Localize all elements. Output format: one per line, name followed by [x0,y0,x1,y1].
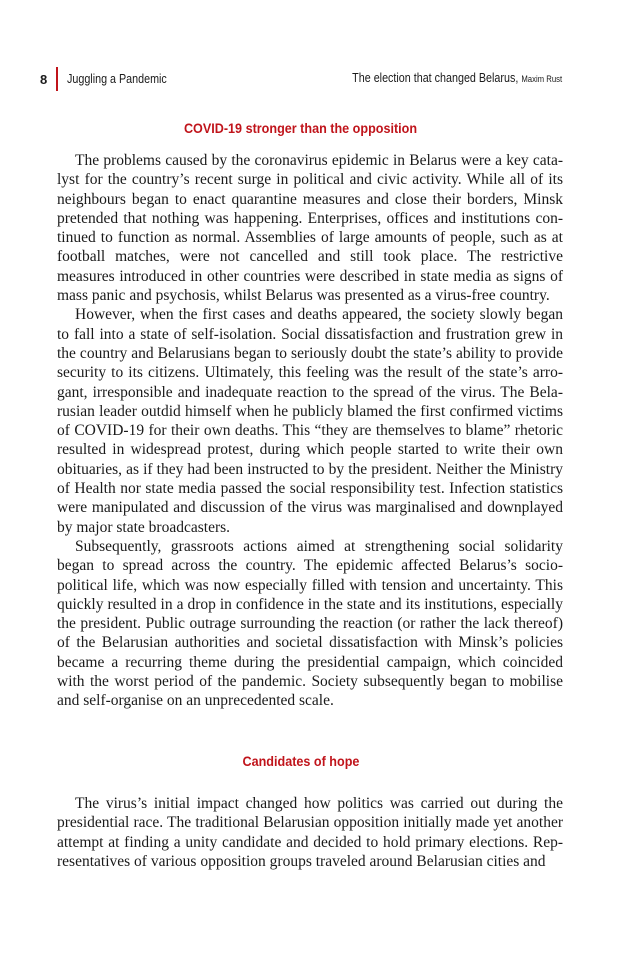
chapter-title [352,71,562,85]
paragraph: The virus’s initial impact changed how politics was carried out during the presidential race. The traditional Belarusian opposition initially made yet another attempt at finding a unity candidate and decided to hold primary elections. Representatives of various opposition groups traveled around Belarusian cities and [57,795,563,870]
section-body-covid [57,151,563,711]
header-divider [56,67,58,91]
section-heading-text: Candidates of hope [242,753,360,769]
paragraph: The problems caused by the coronavirus epidemic in Belarus were a key catalyst for the country’s recent surge in political and civic activity. While all of its neighbours began to enact quarantine measures and close their borders, Minsk pretended that nothing was happening. Enterprises, offices and institutions continued to function as normal. Assemblies of large amounts of people, such as at football matches, were not cancelled and still took place. The restrictive measures introduced in other countries were described in state media as signs of mass panic and psychosis, whilst Belarus was presented as a virus-free country. [57,152,563,305]
section-body-candidates [57,794,563,871]
chapter-title-text: The election that changed Belarus, [351,71,519,85]
section-heading-candidates [40,753,562,769]
section-heading-covid [40,120,562,136]
book-title: Juggling a Pandemic [66,72,167,86]
paragraph: However, when the first cases and deaths appeared, the society slowly began to fall into a state of self-isolation. Social dissatisfaction and frustration grew in the country and Belarusians began to seriously doubt the state’s ability to provide security to its citizens. Ultimately, this feeling was the result of the state’s arrogant, irresponsible and inadequate reaction to the spread of the virus. The Belarusian leader outdid himself when he publicly blamed the first confirmed victims of COVID-19 for their own deaths. This “they are themselves to blame” rhetoric resulted in widespread protest, during which people started to write their own obituaries, as if they had been instructed to by the president. Neither the Ministry of Health nor state media passed the social responsibility test. Infection statistics were manipulated and discussion of the virus was marginalised and downplayed by major state broadcasters. [57,306,563,536]
section-heading-text: COVID-19 stronger than the opposition [184,120,418,136]
running-header [40,68,562,90]
page-number: 8 [40,71,48,87]
chapter-author: Maxim Rust [521,74,562,84]
paragraph: Subsequently, grassroots actions aimed at strengthening social solidarity began to spread across the country. The epidemic affected Belarus’s socio-political life, which was now especially filled with tension and uncertainty. This quickly resulted in a drop in confidence in the state and its institutions, especially the president. Public outrage surrounding the reaction (or rather the lack thereof) of the Belarusian authorities and societal dissatisfaction with Minsk’s policies became a recurring theme during the presidential campaign, which coincided with the worst period of the pandemic. Society subsequently began to mobilise and self-organise on an unprecedented scale. [57,537,563,710]
